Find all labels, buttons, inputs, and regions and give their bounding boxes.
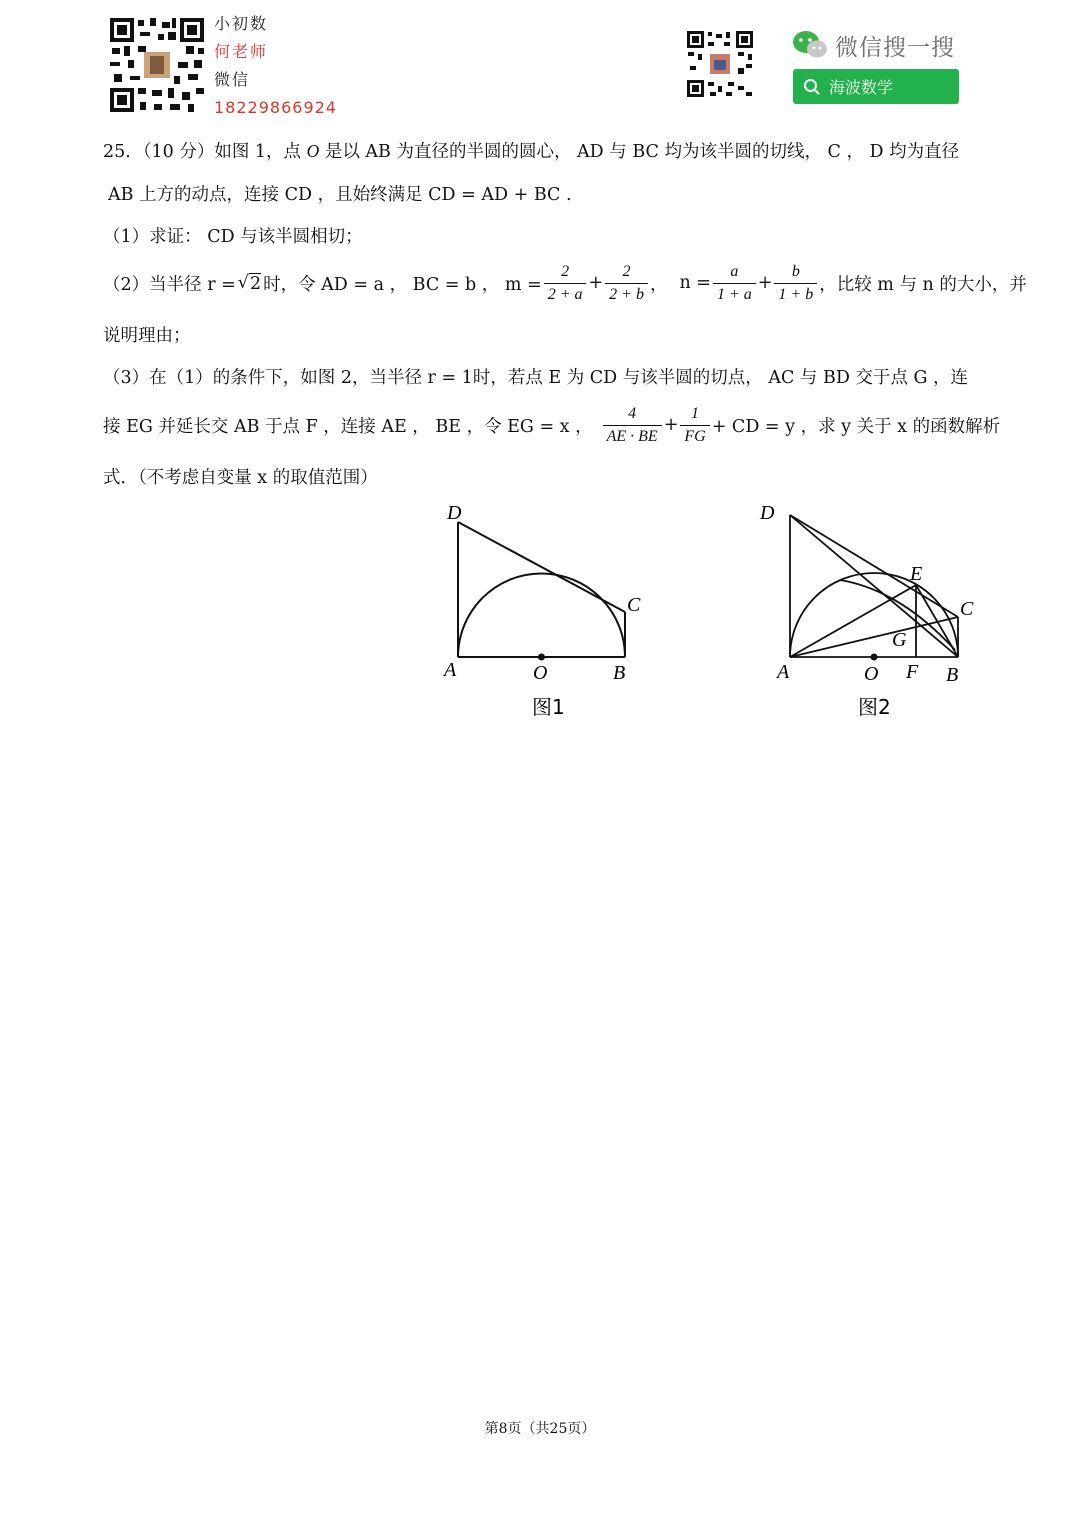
- fraction-y1-num: 4: [603, 403, 662, 426]
- center-point: [538, 654, 545, 661]
- part-2-mid: 时，令 AD = a ， BC = b ， m =: [263, 274, 542, 295]
- label-c: C: [960, 598, 974, 620]
- intro-rest: 是以 AB 为直径的半圆的圆心， AD 与 BC 均为该半圆的切线， C ， D 均为直径: [324, 142, 960, 162]
- fraction-n1-num: a: [713, 261, 756, 284]
- fraction-y2-den: FG: [684, 427, 706, 445]
- search-icon: [803, 78, 821, 96]
- problem-intro-line-1: [103, 138, 959, 163]
- contact-line-3: 微信: [214, 70, 251, 89]
- contact-phone: 18229866924: [214, 98, 337, 117]
- fraction-m2-num: 2: [605, 261, 648, 284]
- label-f: F: [906, 661, 919, 683]
- part-3-start: 接 EG 并延长交 AB 于点 F ，连接 AE ， BE ，令 EG = x ，: [103, 416, 593, 437]
- center-point: [871, 654, 878, 661]
- part-3-end: + CD = y ，求 y 关于 x 的函数解析: [711, 416, 1001, 437]
- label-b: B: [946, 664, 959, 686]
- semicircle-arc: [458, 574, 625, 658]
- fraction-y2: [680, 403, 709, 448]
- label-a: A: [777, 661, 790, 683]
- label-d: D: [760, 502, 775, 524]
- fraction-m1: [544, 261, 587, 306]
- qr-code-left: [108, 16, 206, 114]
- label-e: E: [910, 563, 923, 585]
- part-3-line-1: （3）在（1）的条件下，如图 2，当半径 r = 1时，若点 E 为 CD 与该半圆的切点， AC 与 BD 交于点 G ，连: [103, 368, 969, 388]
- fraction-y1-den: AE · BE: [606, 427, 658, 445]
- label-d: D: [447, 502, 462, 524]
- qr-code-icon: [108, 16, 206, 114]
- label-o: O: [864, 663, 879, 685]
- segment-dc: [790, 515, 958, 617]
- part-2-line: [103, 258, 1027, 308]
- wechat-search-badge: [790, 24, 962, 108]
- fraction-m2: [605, 261, 648, 306]
- part-2-end: ，比较 m 与 n 的大小，并: [819, 274, 1027, 295]
- n-equals: n =: [679, 273, 711, 293]
- label-a: A: [444, 659, 457, 681]
- wechat-logo-icon: [792, 30, 828, 60]
- plus-sign: +: [757, 273, 773, 293]
- point-o-label: O: [306, 141, 320, 161]
- part-3-line-2: [103, 400, 1000, 450]
- figure-1-caption: 图1: [532, 695, 565, 719]
- fraction-y2-num: 1: [680, 403, 709, 426]
- contact-line-2: 何老师: [214, 42, 269, 61]
- label-o: O: [533, 662, 548, 684]
- contact-line-1: 小初数: [214, 14, 269, 33]
- sqrt-value: 2: [249, 273, 262, 294]
- fraction-y1: [603, 403, 662, 448]
- part-2-start: （2）当半径 r =: [103, 274, 236, 295]
- fraction-m2-den: 2 + b: [609, 285, 644, 303]
- fraction-n1-den: 1 + a: [716, 285, 752, 303]
- plus-sign: +: [663, 415, 679, 435]
- fraction-n2-den: 1 + b: [778, 285, 814, 303]
- segment-bd: [790, 515, 958, 657]
- figure-1: [430, 495, 660, 725]
- fraction-m1-num: 2: [544, 261, 587, 284]
- fraction-n2-num: b: [774, 261, 817, 284]
- qr-code-icon: [686, 30, 754, 98]
- segment-ac: [790, 617, 958, 657]
- page-number: 第8页（共25页）: [484, 1421, 596, 1437]
- search-button[interactable]: [793, 69, 959, 104]
- fraction-m1-den: 2 + a: [547, 285, 583, 303]
- intro-prefix: 25．（10 分）如图 1，点: [103, 142, 302, 162]
- comma: ，: [649, 274, 668, 295]
- search-button-label: 海波数学: [829, 78, 894, 97]
- label-b: B: [613, 662, 626, 684]
- plus-sign: +: [588, 273, 604, 293]
- problem-intro-line-2: AB 上方的动点，连接 CD ，且始终满足 CD = AD + BC .: [108, 185, 572, 205]
- figure-2: [755, 495, 980, 725]
- qr-code-right: [686, 30, 754, 98]
- part-2-reason: 说明理由；: [103, 326, 191, 346]
- search-title: 微信搜一搜: [835, 35, 955, 61]
- sqrt-symbol: √: [237, 273, 249, 293]
- figure-2-caption: 图2: [858, 695, 891, 719]
- label-c: C: [627, 594, 641, 616]
- part-3-line-3: 式．（不考虑自变量 x 的取值范围）: [103, 468, 378, 488]
- fraction-n1: [713, 261, 756, 306]
- label-g: G: [892, 629, 907, 651]
- fraction-n2: [774, 261, 817, 306]
- part-1-text: （1）求证： CD 与该半圆相切；: [103, 227, 363, 247]
- contact-note: [214, 10, 337, 122]
